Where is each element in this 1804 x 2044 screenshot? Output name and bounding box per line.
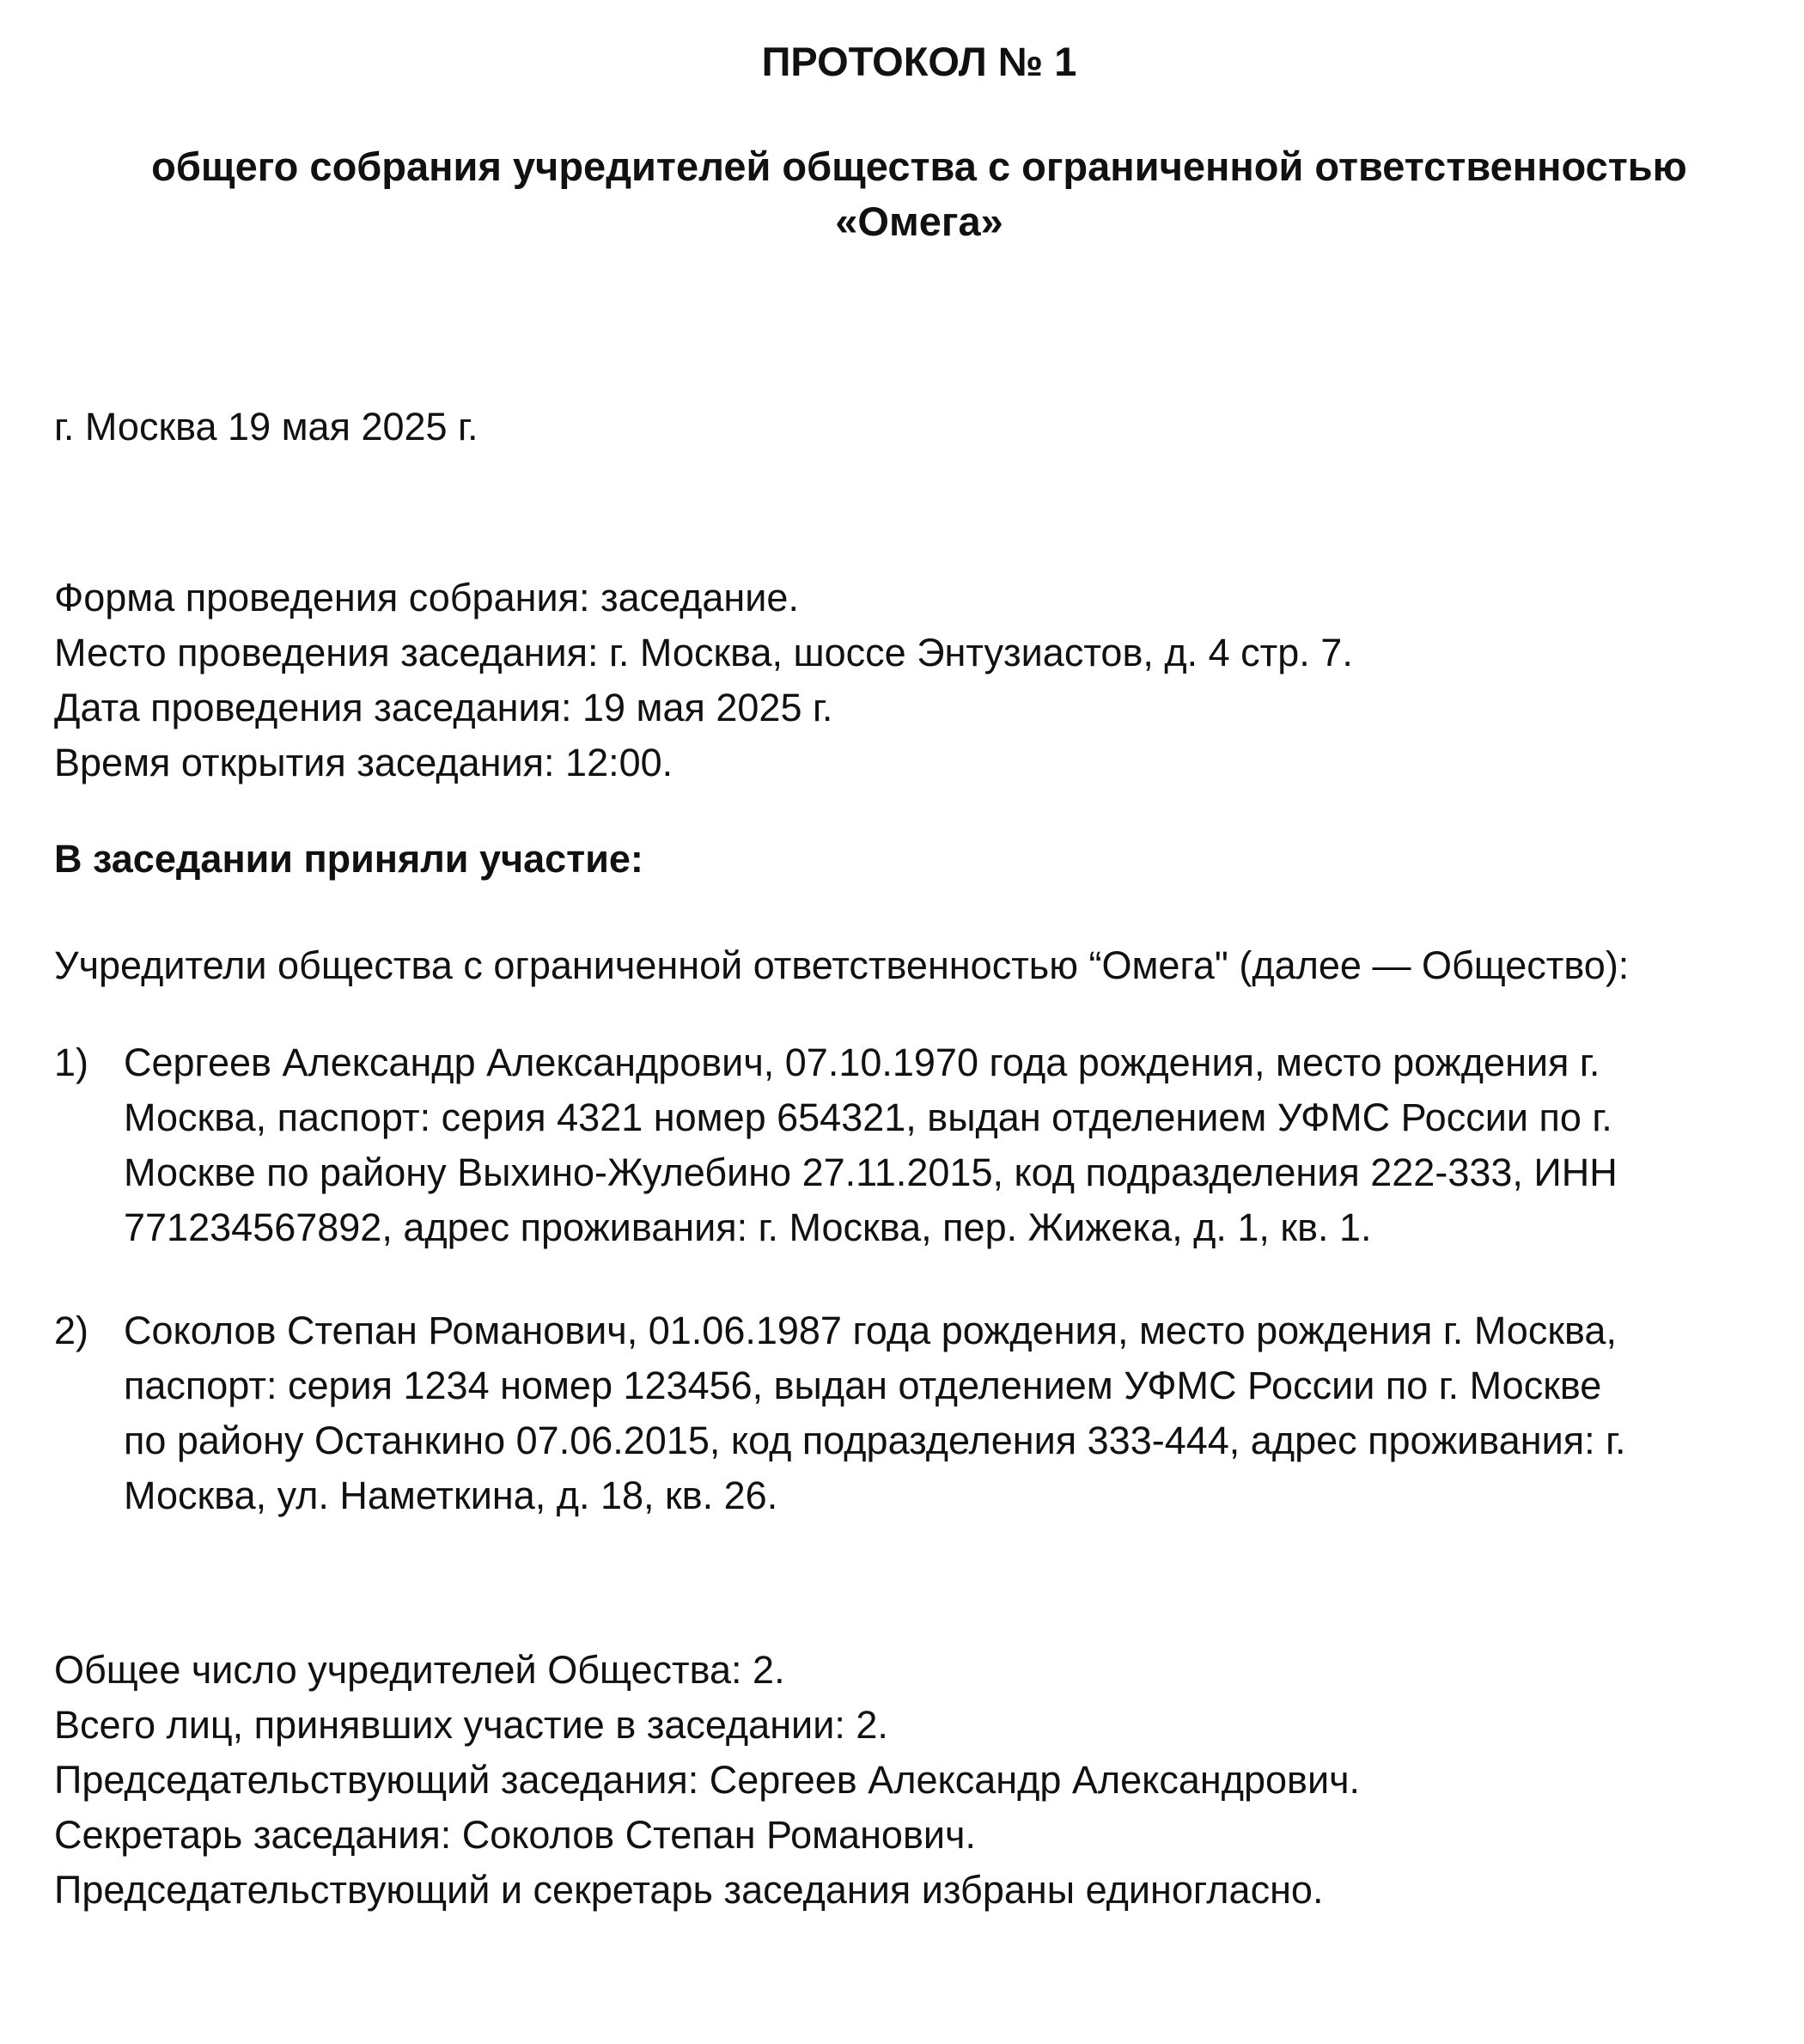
founder-line: Москве по району Выхино-Жулебино 27.11.2015, код подразделения 222-333, ИНН bbox=[124, 1150, 1618, 1194]
founder-number: 1) bbox=[54, 1040, 89, 1084]
founder-line: Сергеев Александр Александрович, 07.10.1970 года рождения, место рождения г. bbox=[124, 1040, 1600, 1084]
document-subtitle-line1: общего собрания учредителей общества с ограниченной ответственностью bbox=[151, 143, 1687, 189]
summary-chairman: Председательствующий заседания: Сергеев Александр Александрович. bbox=[54, 1758, 1361, 1802]
founder-line: Москва, паспорт: серия 4321 номер 654321, выдан отделением УФМС России по г. bbox=[124, 1095, 1612, 1139]
founder-number: 2) bbox=[54, 1309, 89, 1352]
document-title: ПРОТОКОЛ № 1 bbox=[761, 39, 1077, 84]
meeting-place: Место проведения заседания: г. Москва, шоссе Энтузиастов, д. 4 стр. 7. bbox=[54, 631, 1353, 674]
place-date: г. Москва 19 мая 2025 г. bbox=[54, 405, 478, 448]
founder-details bbox=[124, 1035, 1804, 1255]
meeting-date: Дата проведения заседания: 19 мая 2025 г. bbox=[54, 686, 833, 729]
founder-line: Соколов Степан Романович, 01.06.1987 года рождения, место рождения г. Москва, bbox=[124, 1309, 1617, 1352]
founder-line: Москва, ул. Наметкина, д. 18, кв. 26. bbox=[124, 1474, 778, 1517]
document-subtitle-line2: «Омега» bbox=[835, 198, 1003, 244]
meeting-form: Форма проведения собрания: заседание. bbox=[54, 576, 799, 619]
founder-line: 771234567892, адрес проживания: г. Москва, пер. Жижека, д. 1, кв. 1. bbox=[124, 1205, 1372, 1249]
summary-secretary: Секретарь заседания: Соколов Степан Романович. bbox=[54, 1813, 976, 1857]
meeting-time: Время открытия заседания: 12:00. bbox=[54, 741, 673, 784]
founder-line: по району Останкино 07.06.2015, код подразделения 333-444, адрес проживания: г. bbox=[124, 1419, 1626, 1462]
founders-intro: Учредители общества с ограниченной ответственностью “Омега" (далее — Общество): bbox=[54, 943, 1630, 987]
founder-line: паспорт: серия 1234 номер 123456, выдан отделением УФМС России по г. Москве bbox=[124, 1364, 1602, 1407]
summary-participants: Всего лиц, принявших участие в заседании: 2. bbox=[54, 1703, 888, 1747]
founder-details bbox=[124, 1303, 1804, 1523]
participants-heading: В заседании приняли участие: bbox=[54, 837, 643, 881]
summary-total-founders: Общее число учредителей Общества: 2. bbox=[54, 1648, 785, 1692]
summary-elected: Председательствующий и секретарь заседания избраны единогласно. bbox=[54, 1868, 1324, 1912]
